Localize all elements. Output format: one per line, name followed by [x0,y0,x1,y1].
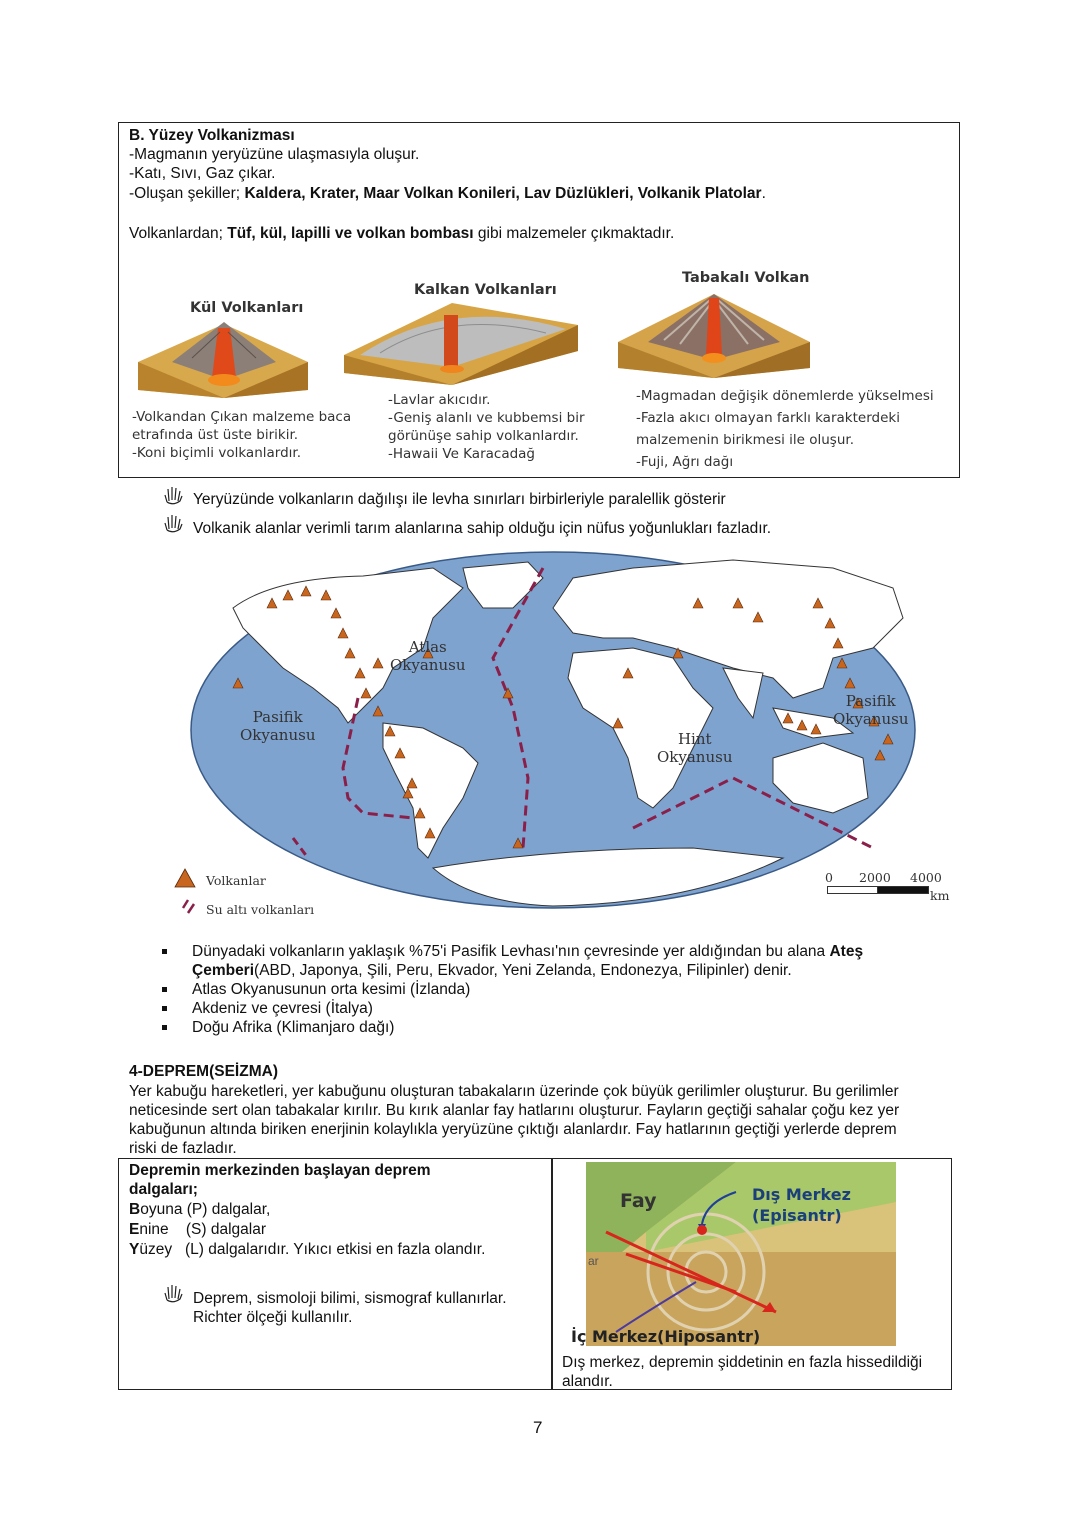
shield-volcano-title: Kalkan Volkanları [414,282,557,298]
hand-icon [163,1284,185,1309]
legend-submarine-label: Su altı volkanları [206,902,315,917]
earthquake-title: 4-DEPREM(SEİZMA) [129,1063,278,1080]
strato-volcano-illustration [614,290,814,382]
scale-bar-white [827,886,879,894]
strato-volcano-title: Tabakalı Volkan [682,270,810,286]
earthquake-paragraph: Yer kabuğu hareketleri, yer kabuğunu oluşturan tabakaların üzerinde çok büyük gerilimler oluşturur. Bu gerilimler neticesinde sert olan tabakalar kırılır. Bu kırık alanlar fay hatlarını oluşturur. Fayların geçtiği sahalar çoğu kez yer kabuğunun altında biriken enerjinin kolaylıkla yeryüzüne çıktığı alanlardır. Fay hatlarının geçtiği yerlerde deprem riski de fazladır. [129,1083,900,1157]
scale-unit: km [930,888,950,903]
seismology-note: Deprem, sismoloji bilimi, sismograf kullanırlar. Richter ölçeği kullanılır. [193,1290,507,1326]
epicenter-label: Dış Merkez (Episantr) [752,1185,851,1225]
volcano-legend-icon [174,868,196,888]
shield-volcano-caption: -Lavlar akıcıdır. -Geniş alanlı ve kubbemsi bir görünüşe sahip volkanlardır. -Hawaii Ve Karacadağ [388,392,585,462]
table-divider [551,1158,553,1390]
shield-volcano-illustration [340,295,582,387]
ash-volcano-title: Kül Volkanları [190,300,304,316]
hand-icon [163,514,185,539]
list-item: Dünyadaki volkanların yaklaşık %75'i Pasifik Levhası'nın çevresinde yer aldığından bu alana Ateş Çemberi(ABD, Japonya, Şili, Peru, Ekvador, Yeni Zelanda, Endonezya, Filipinler) denir. [118,942,948,980]
volcano-regions-list [118,942,948,1037]
list-item: Atlas Okyanusunun orta kesimi (İzlanda) [118,980,948,999]
map-label-indian: Hint Okyanusu [657,730,733,766]
section-b-materials: Volkanlardan; Tüf, kül, lapilli ve volkan bombası gibi malzemeler çıkmaktadır. [129,225,675,242]
list-item: Doğu Afrika (Klimanjaro dağı) [118,1018,948,1037]
ash-volcano-illustration [132,318,314,400]
legend-volcano-label: Volkanlar [206,873,266,888]
cropped-label: ar [588,1254,599,1268]
map-label-atlantic: Atlas Okyanusu [390,638,466,674]
strato-volcano-caption: -Magmadan değişik dönemlerde yükselmesi -Fazla akıcı olmayan farklı karakterdeki malzemenin birikmesi ile oluşur. -Fuji, Ağrı dağı [636,388,934,470]
note-plate-boundaries: Yeryüzünde volkanların dağılışı ile levha sınırları birbirleriyle paralellik gösterir [193,491,726,508]
scale-zero: 0 [825,870,833,885]
wave-s: Enine (S) dalgalar [129,1221,266,1238]
map-label-pacific-west: Pasifik Okyanusu [240,708,316,744]
hypocenter-label: İç Merkez(Hiposantr) [571,1327,761,1346]
section-b-title: B. Yüzey Volkanizması [129,127,295,144]
wave-l: Yüzey (L) dalgalarıdır. Yıkıcı etkisi en fazla olandır. [129,1241,486,1258]
list-item: Akdeniz ve çevresi (İtalya) [118,999,948,1018]
note-fertile-land: Volkanik alanlar verimli tarım alanlarına sahip olduğu için nüfus yoğunlukları fazladır. [193,520,772,537]
map-label-pacific-east: Pasifik Okyanusu [833,692,909,728]
waves-title: Depremin merkezinden başlayan deprem dalgaları; [129,1162,431,1198]
scale-bar-black [877,886,929,894]
section-b-line: -Katı, Sıvı, Gaz çıkar. [129,165,276,182]
section-b-landforms: -Oluşan şekiller; Kaldera, Krater, Maar Volkan Konileri, Lav Düzlükleri, Volkanik Platolar. [129,185,766,202]
scale-4000: 4000 [910,870,942,885]
hand-icon [163,486,185,511]
wave-p: Boyuna (P) dalgalar, [129,1201,271,1218]
section-b-line: -Magmanın yeryüzüne ulaşmasıyla oluşur. [129,146,420,163]
scale-2000: 2000 [859,870,891,885]
ash-volcano-caption: -Volkandan Çıkan malzeme baca etrafında üst üste birikir. -Koni biçimli volkanlardır. [132,409,352,461]
fault-label: Fay [620,1190,657,1212]
submarine-volcano-legend-icon [180,898,198,914]
page-number: 7 [533,1418,543,1437]
epicenter-caption: Dış merkez, depremin şiddetinin en fazla hissedildiği alandır. [562,1354,923,1390]
